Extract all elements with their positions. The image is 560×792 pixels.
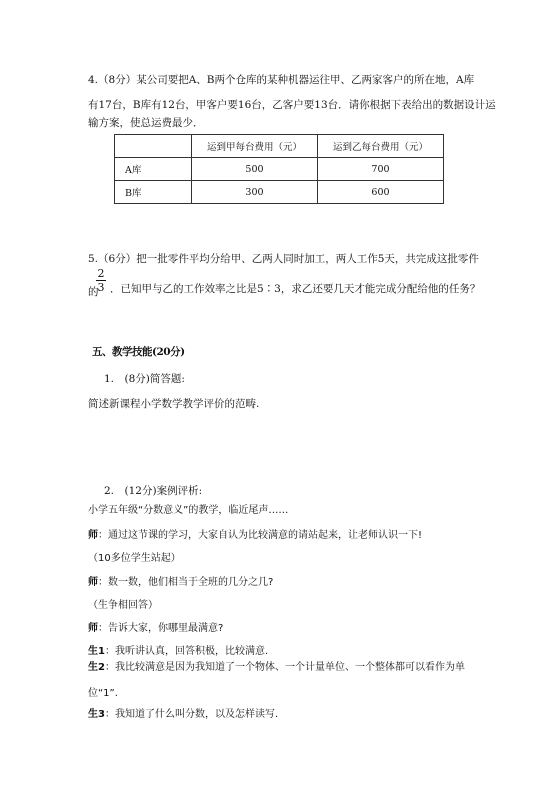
q5-line-1: 5.（6分）把一批零件平均分给甲、乙两人同时加工，两人工作5天，共完成这批零件: [88, 253, 479, 265]
speaker-label: 生2: [88, 662, 105, 673]
table-cell: 300: [192, 181, 318, 204]
q2-heading: 2. (12分)案例评析:: [104, 485, 203, 497]
table-row: [115, 158, 444, 181]
fraction-numerator: 2: [97, 267, 105, 280]
q4-line-1: 4.（8分）某公司要把A、B两个仓库的某种机器运往甲、乙两家客户的所在地，A库: [88, 74, 475, 86]
case-text: 位“1”.: [88, 688, 118, 699]
q1-text: 简述新课程小学数学教学评价的范畴.: [88, 398, 260, 410]
table-cell: 700: [318, 158, 444, 181]
speaker-label: 师: [88, 623, 98, 634]
cost-table: [114, 134, 444, 204]
table-header-row: [115, 135, 444, 158]
case-text: ：通过这节课的学习，大家自认为比较满意的请站起来，让老师认识一下!: [98, 530, 423, 541]
case-line: [88, 552, 181, 566]
speaker-label: 生3: [88, 709, 105, 720]
case-text: ：数一数，他们相当于全班的几分之几?: [98, 577, 274, 588]
case-line: [88, 576, 273, 590]
row-label: B库: [115, 181, 192, 204]
case-text: ：我听讲认真，回答积极，比较满意.: [104, 646, 269, 657]
table-cell: 500: [192, 158, 318, 181]
q4-line-3: 输方案，使总运费最少．: [88, 117, 204, 129]
case-text: （生争相回答）: [88, 600, 158, 611]
speaker-label: 师: [88, 530, 98, 541]
row-label: A库: [115, 158, 192, 181]
speaker-label: 师: [88, 577, 98, 588]
case-text: （10多位学生站起）: [88, 553, 181, 564]
section-5-title: 五、教学技能(20分): [92, 346, 185, 358]
table-cell: 600: [318, 181, 444, 204]
case-line: [88, 529, 422, 543]
speaker-label: 生1: [88, 646, 105, 657]
case-line: [88, 599, 158, 613]
q4-line-2: 有17台，B库有12台，甲客户要16台，乙客户要13台．请你根据下表给出的数据设计运: [88, 99, 496, 111]
table-header-to-yi: 运到乙每台费用（元）: [318, 135, 444, 158]
q1-heading: 1. (8分)简答题:: [104, 373, 185, 385]
table-header-corner: [115, 135, 192, 158]
case-line: [88, 504, 288, 518]
case-line: [88, 661, 465, 675]
case-text: ：我比较满意是因为我知道了一个物体、一个计量单位、一个整体都可以看作为单: [104, 662, 465, 673]
case-line: [88, 622, 223, 636]
case-line: [88, 687, 118, 701]
fraction-denominator: 3: [97, 281, 105, 294]
case-text: 小学五年级“分数意义”的教学，临近尾声……: [88, 505, 289, 516]
q5-line-2-prefix: 的: [88, 286, 99, 298]
fraction-two-thirds: [96, 268, 106, 293]
case-text: ：告诉大家，你哪里最满意?: [98, 623, 224, 634]
case-line: [88, 645, 268, 659]
table-row: [115, 181, 444, 204]
case-text: ：我知道了什么叫分数，以及怎样读写.: [104, 709, 279, 720]
q5-line-2-rest: ．已知甲与乙的工作效率之比是5∶3，求乙还要几天才能完成分配给他的任务？: [110, 283, 481, 295]
case-line: [88, 708, 278, 722]
table-header-to-jia: 运到甲每台费用（元）: [192, 135, 318, 158]
